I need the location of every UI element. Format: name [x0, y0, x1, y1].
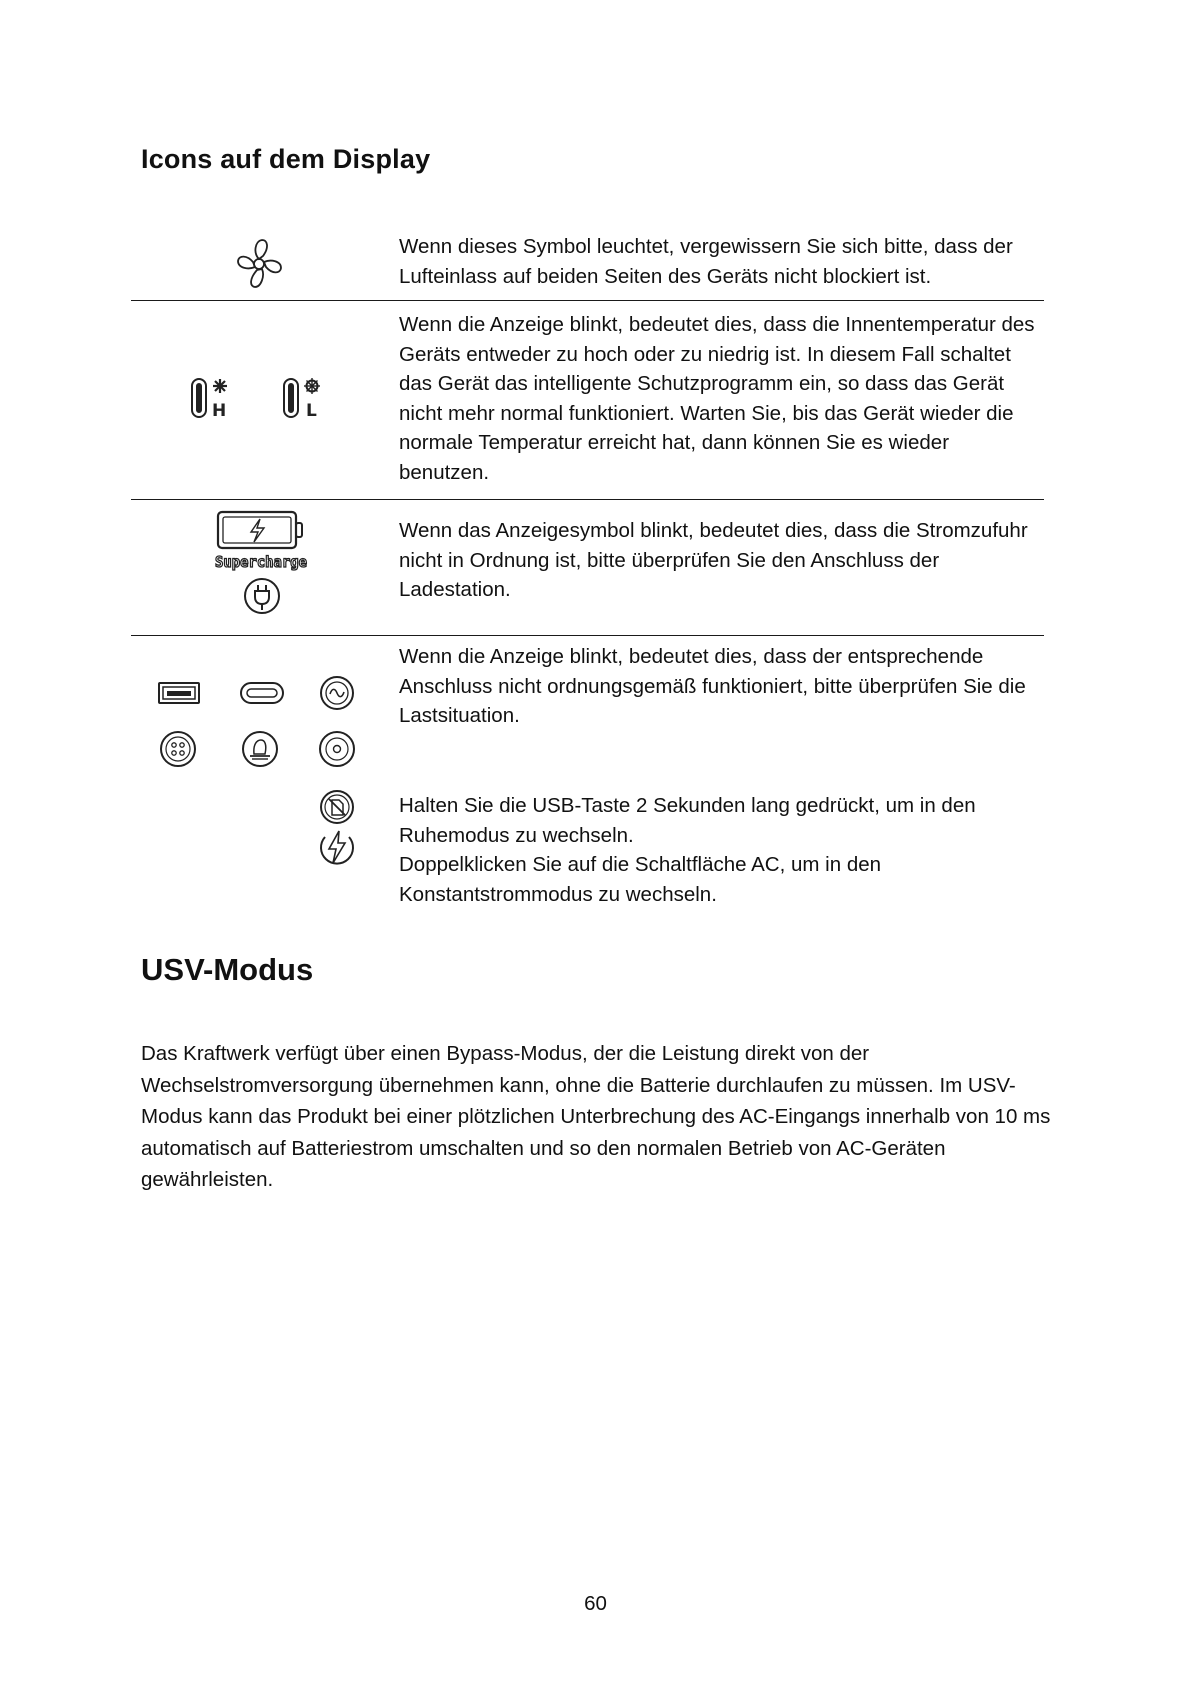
table-row — [131, 636, 1044, 791]
row-text-line: Doppelklicken Sie auf die Schaltfläche AC, um in den Konstantstrommodus zu wechseln. — [399, 853, 882, 906]
constant-current-icon — [317, 827, 357, 869]
sleep-mode-icon — [318, 788, 356, 826]
battery-charge-icon — [216, 510, 306, 550]
row-text: Wenn die Anzeige blinkt, bedeutet dies, dass der entsprechende Anschluss nicht ordnungsgemäß funktioniert, bitte überprüfen Sie die Lastsituation. — [399, 645, 1026, 727]
temp-high-label: H — [212, 401, 227, 420]
body-paragraph: Das Kraftwerk verfügt über einen Bypass-Modus, der die Leistung direkt von der Wechselstromversorgung übernehmen kann, ohne die Batterie durchlaufen zu müssen. Im USV-Modus kann das Produkt bei einer plötzlichen Unterbrechung des AC-Eingangs innerhalb von 10 ms automatisch auf Batteriestrom umschalten und so den normalen Betrieb von AC-Geräten gewährleisten. — [141, 1042, 1051, 1191]
supercharge-label — [211, 551, 311, 573]
table-row — [131, 232, 1044, 301]
usb-a-icon — [157, 680, 201, 706]
page-number: 60 — [584, 1592, 607, 1615]
row-text: Wenn die Anzeige blinkt, bedeutet dies, dass die Innentemperatur des Geräts entweder zu hoch oder zu niedrig ist. In diesem Fall schaltet das Gerät das intelligente Schutzprogramm ein, so dass das Gerät nicht mehr normal funktioniert. Warten Sie, bis das Gerät wieder die normale Temperatur erreicht hat, dann können Sie es wieder benutzen. — [399, 313, 1035, 484]
car-port-icon — [159, 730, 197, 768]
temp-low-label: L — [306, 401, 317, 420]
row-text-line: Halten Sie die USB-Taste 2 Sekunden lang gedrückt, um in den Ruhemodus zu wechseln. — [399, 794, 976, 847]
icon-table — [131, 232, 1044, 919]
plug-icon — [242, 576, 282, 616]
wireless-charge-icon — [241, 730, 279, 768]
row-text — [399, 791, 1039, 909]
fan-icon — [231, 235, 287, 293]
page-title: Icons auf dem Display — [141, 144, 431, 174]
supercharge-text: Supercharge — [215, 553, 307, 571]
table-row — [131, 791, 1044, 919]
table-row — [131, 301, 1044, 500]
section-title: USV-Modus — [141, 952, 314, 987]
row-text: Wenn dieses Symbol leuchtet, vergewissern Sie sich bitte, dass der Lufteinlass auf beiden Seiten des Geräts nicht blockiert ist. — [399, 235, 1013, 288]
table-row — [131, 500, 1044, 636]
usb-c-icon — [239, 680, 285, 706]
temperature-high-icon — [189, 376, 237, 420]
dc-port-icon — [318, 730, 356, 768]
temperature-low-icon — [281, 376, 329, 420]
ac-outlet-icon — [319, 675, 355, 711]
row-text: Wenn das Anzeigesymbol blinkt, bedeutet dies, dass die Stromzufuhr nicht in Ordnung ist, bitte überprüfen Sie den Anschluss der Ladestation. — [399, 519, 1028, 601]
